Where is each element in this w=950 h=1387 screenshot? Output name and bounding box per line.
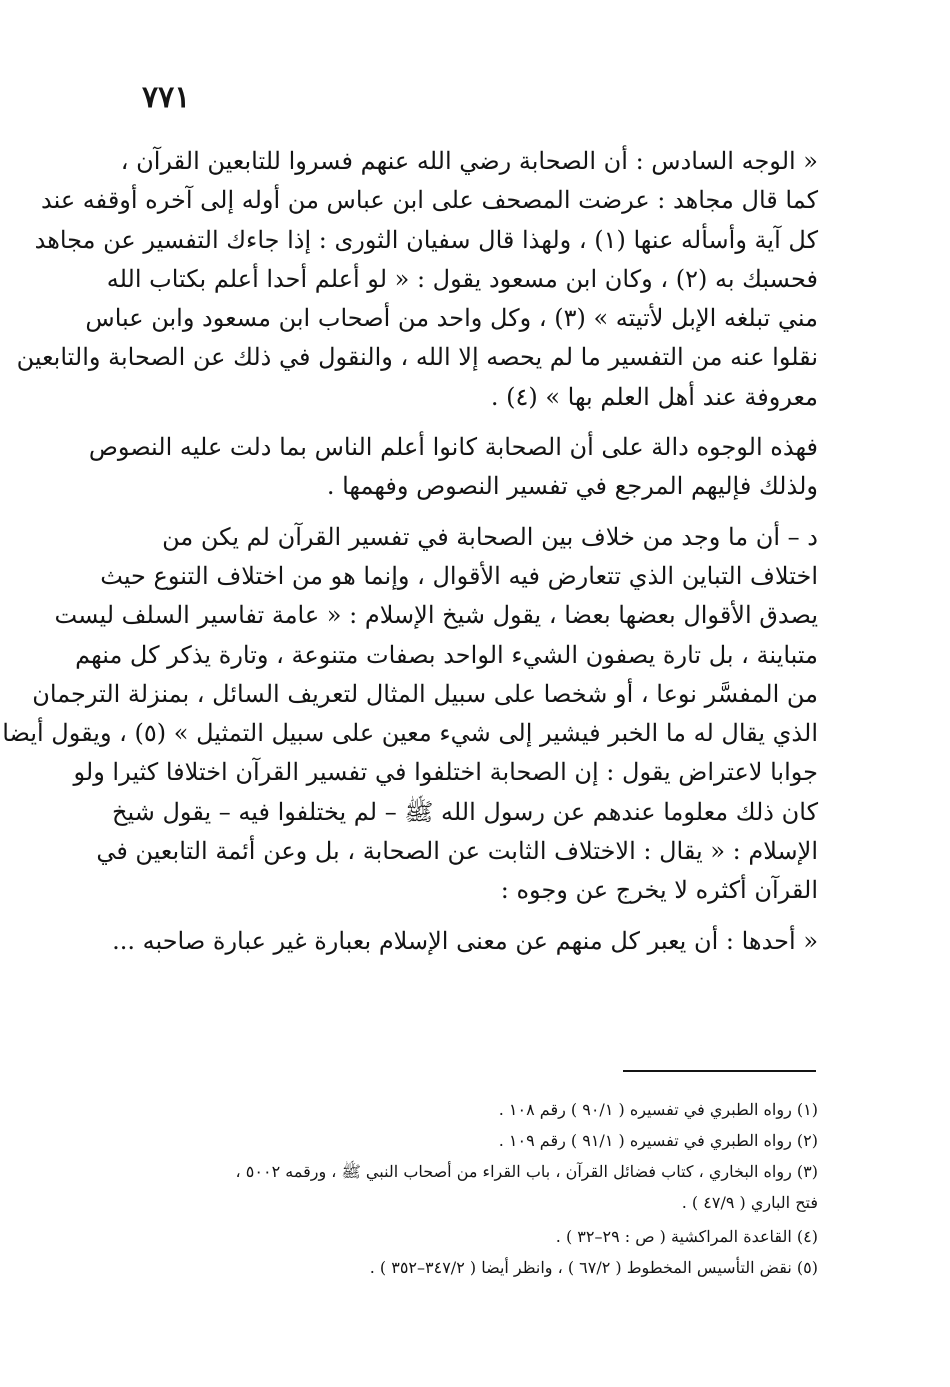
text-line: القرآن أكثره لا يخرج عن وجوه : bbox=[500, 876, 818, 905]
paragraph-spacer bbox=[118, 507, 818, 518]
footnote-divider bbox=[623, 1070, 816, 1072]
text-line: متباينة ، بل تارة يصفون الشيء الواحد بصفات متنوعة ، وتارة يذكر كل منهم bbox=[75, 640, 818, 669]
page-number: ٧٧١ bbox=[142, 80, 191, 115]
text-line: من المفسَّر نوعا ، أو شخصا على سبيل المثال لتعريف السائل ، بمنزلة الترجمان bbox=[32, 679, 818, 708]
text-line: نقلوا عنه من التفسير ما لم يحصه إلا الله ، والنقول في ذلك عن الصحابة والتابعين bbox=[16, 343, 818, 372]
main-text bbox=[2, 142, 818, 961]
paragraph-2 bbox=[88, 428, 818, 507]
text-line: يصدق الأقوال بعضها بعضا ، يقول شيخ الإسلام : « عامة تفاسير السلف ليست bbox=[54, 601, 818, 630]
text-line: كما قال مجاهد : عرضت المصحف على ابن عباس من أوله إلى آخره أوقفه عند bbox=[41, 186, 818, 215]
paragraph-3 bbox=[2, 518, 818, 911]
text-line: مني تبلغه الإبل لأتيته » (٣) ، وكل واحد من أصحاب ابن مسعود وابن عباس bbox=[85, 304, 818, 333]
text-line: ولذلك فإليهم المرجع في تفسير النصوص وفهمها . bbox=[326, 472, 818, 501]
text-line: « أحدها : أن يعبر كل منهم عن معنى الإسلام بعبارة غير عبارة صاحبه ... bbox=[112, 926, 818, 955]
text-line: فحسبك به (٢) ، وكان ابن مسعود يقول : « لو أعلم أحدا أعلم بكتاب الله bbox=[106, 264, 818, 293]
footnote-3: (٣) رواه البخاري ، كتاب فضائل القرآن ، باب القراء من أصحاب النبي ﷺ ، ورقمه ٥٠٠٢ ، bbox=[235, 1162, 818, 1181]
paragraph-spacer bbox=[118, 911, 818, 922]
paragraph-1 bbox=[16, 142, 818, 417]
paragraph-4 bbox=[112, 922, 818, 961]
paragraph-spacer bbox=[118, 417, 818, 428]
text-line: د – أن ما وجد من خلاف بين الصحابة في تفسير القرآن لم يكن من bbox=[162, 522, 818, 551]
text-line: كل آية وأسأله عنها (١) ، ولهذا قال سفيان الثورى : إذا جاءك التفسير عن مجاهد bbox=[34, 225, 818, 254]
text-line: فهذه الوجوه دالة على أن الصحابة كانوا أعلم الناس بما دلت عليه النصوص bbox=[88, 433, 818, 462]
text-line: الذي يقال له ما الخبر فيشير إلى شيء معين على سبيل التمثيل » (٥) ، ويقول أيضا bbox=[2, 719, 818, 748]
text-line: كان ذلك معلوما عندهم عن رسول الله ﷺ – لم يختلفوا فيه – يقول شيخ bbox=[112, 797, 818, 826]
footnote-1: (١) رواه الطبري في تفسيره ( ٩٠/١ ) رقم ١٠٨ . bbox=[498, 1100, 818, 1119]
footnote-4: (٤) القاعدة المراكشية ( ص : ٢٩–٣٢ ) . bbox=[555, 1227, 818, 1246]
text-line: اختلاف التباين الذي تتعارض فيه الأقوال ، وإنما هو من اختلاف التنوع حيث bbox=[100, 561, 818, 590]
text-line: جوابا لاعتراض يقول : إن الصحابة اختلفوا في تفسير القرآن اختلافا كثيرا ولو bbox=[73, 758, 818, 787]
footnotes bbox=[118, 1094, 818, 1283]
footnote-2: (٢) رواه الطبري في تفسيره ( ٩١/١ ) رقم ١٠٩ . bbox=[498, 1131, 818, 1150]
text-line: الإسلام : « يقال : الاختلاف الثابت عن الصحابة ، بل وعن أئمة التابعين في bbox=[96, 837, 818, 866]
footnote-5: (٥) نقض التأسيس المخطوط ( ٦٧/٢ ) ، وانظر أيضا ( ٣٤٧/٢–٣٥٢ ) . bbox=[369, 1258, 818, 1277]
footnote-3-continuation: فتح الباري ( ٤٧/٩ ) . bbox=[681, 1193, 818, 1212]
text-line: « الوجه السادس : أن الصحابة رضي الله عنهم فسروا للتابعين القرآن ، bbox=[120, 147, 818, 175]
text-line: معروفة عند أهل العلم بها » (٤) . bbox=[490, 382, 818, 411]
